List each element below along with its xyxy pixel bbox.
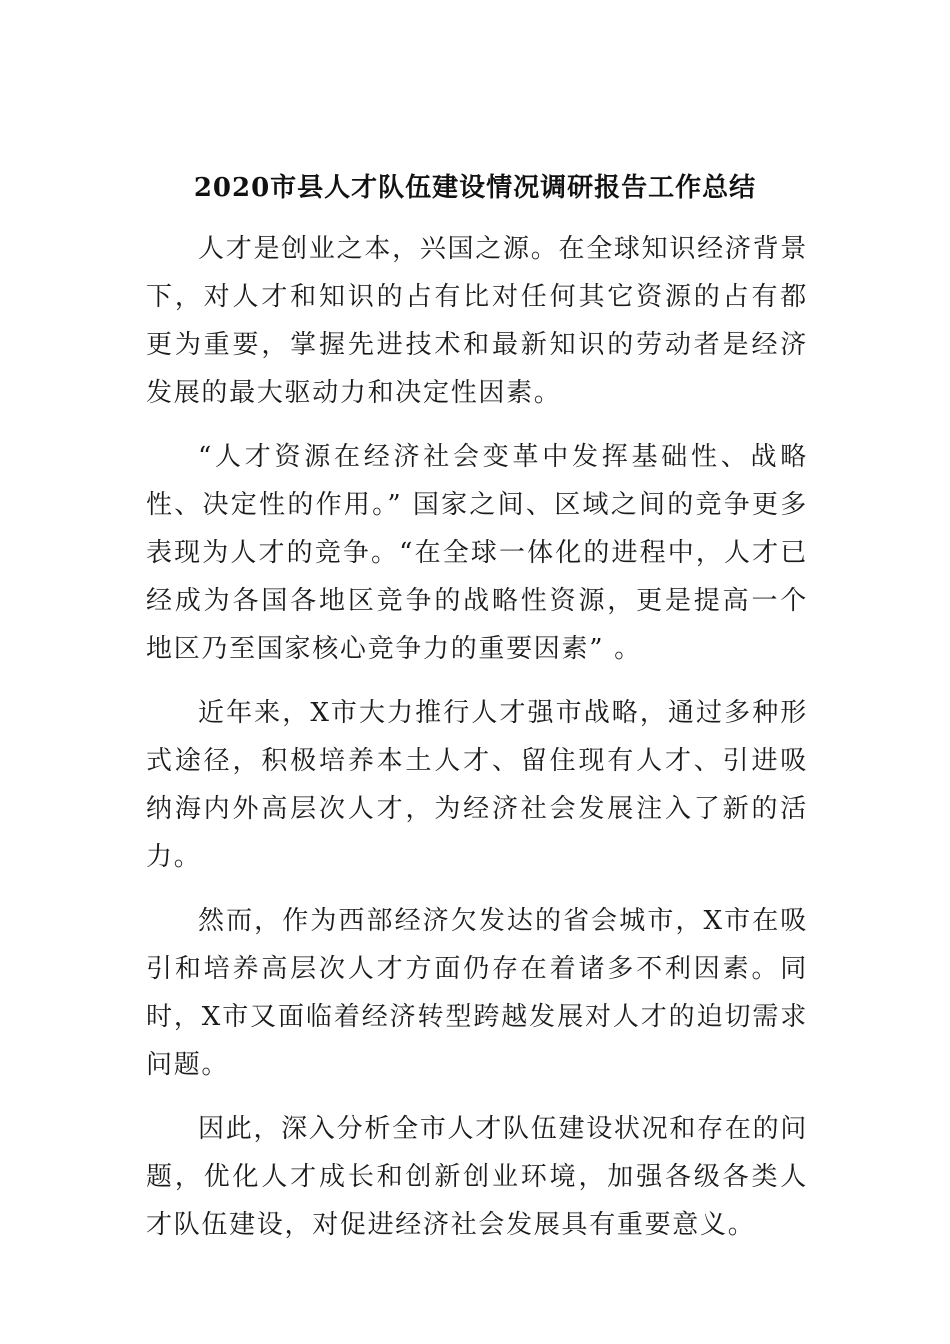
paragraph-3: 近年来，X市大力推行人才强市战略，通过多种形式途径，积极培养本土人才、留住现有人才、引进吸纳海内外高层次人才，为经济社会发展注入了新的活力。 (146, 698, 808, 872)
paragraph-2: “人才资源在经济社会变革中发挥基础性、战略性、决定性的作用。” 国家之间、区域之间的竞争更多表现为人才的竞争。“在全球一体化的进程中，人才已经成为各国各地区竞争的战略性资源，更是提高一个地区乃至国家核心竞争力的重要因素” 。 (146, 442, 808, 664)
paragraph-4: 然而，作为西部经济欠发达的省会城市，X市在吸引和培养高层次人才方面仍存在着诸多不利因素。同时，X市又面临着经济转型跨越发展对人才的迫切需求问题。 (146, 906, 808, 1080)
paragraph-1: 人才是创业之本，兴国之源。在全球知识经济背景下，对人才和知识的占有比对任何其它资源的占有都更为重要，掌握先进技术和最新知识的劳动者是经济发展的最大驱动力和决定性因素。 (146, 234, 808, 408)
paragraph-5: 因此，深入分析全市人才队伍建设状况和存在的问题，优化人才成长和创新创业环境，加强各级各类人才队伍建设，对促进经济社会发展具有重要意义。 (146, 1114, 808, 1240)
document-body (146, 225, 808, 1265)
document-title: 2020市县人才队伍建设情况调研报告工作总结 (193, 173, 757, 203)
